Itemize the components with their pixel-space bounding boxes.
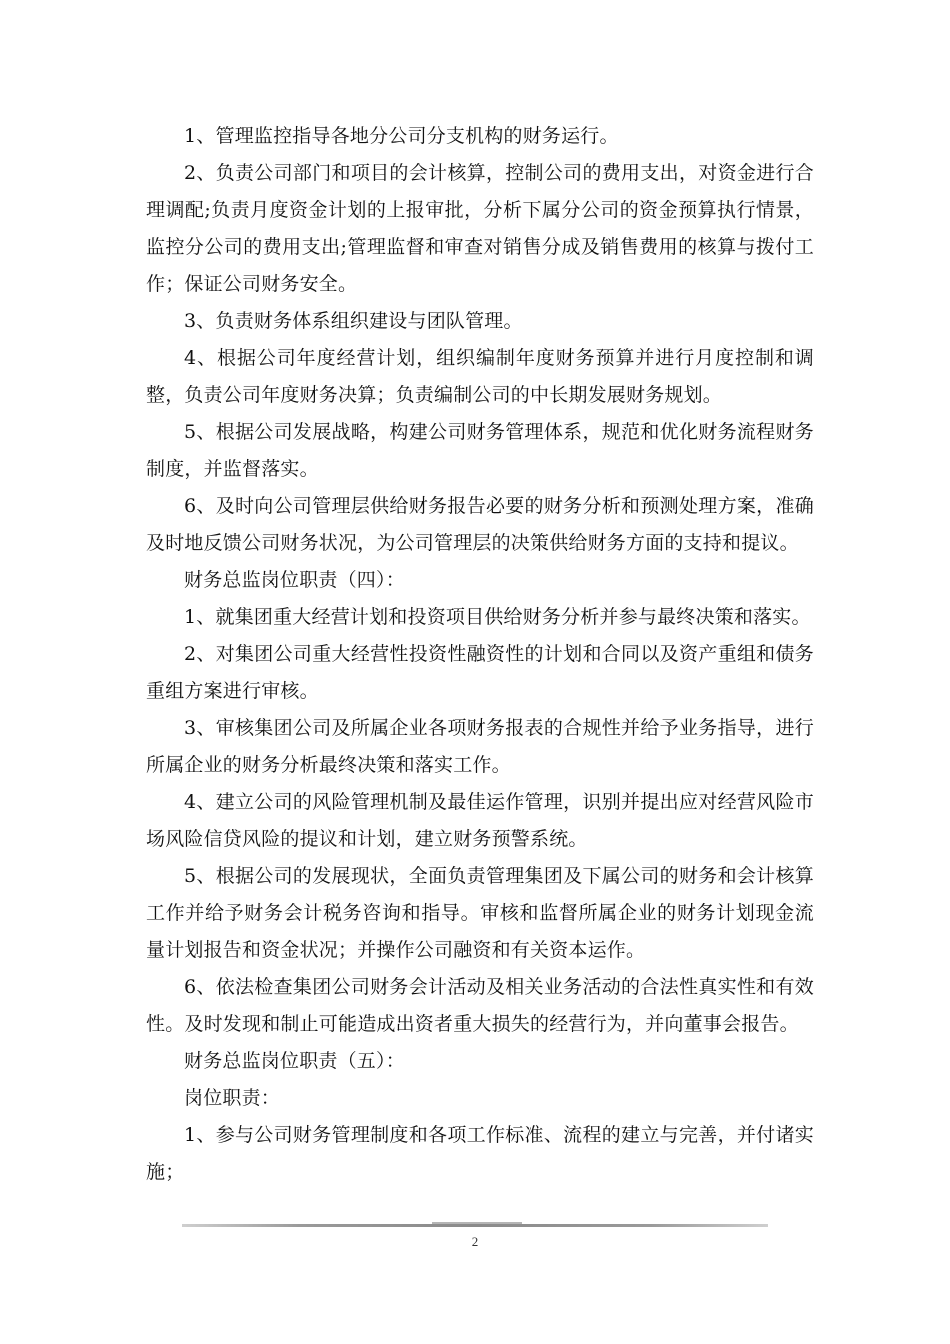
section-heading: 财务总监岗位职责（四）： bbox=[184, 569, 405, 591]
paragraph: 3、负责财务体系组织建设与团队管理。 bbox=[184, 310, 523, 332]
paragraph: 4、根据公司年度经营计划，组织编制年度财务预算并进行月度控制和调整，负责公司年度财务决算；负责编制公司的中长期发展财务规划。 bbox=[146, 347, 814, 406]
section-heading: 财务总监岗位职责（五）： bbox=[184, 1050, 405, 1072]
paragraph: 5、根据公司发展战略，构建公司财务管理体系，规范和优化财务流程财务制度，并监督落实。 bbox=[146, 421, 814, 480]
paragraph: 6、依法检查集团公司财务会计活动及相关业务活动的合法性真实性和有效性。及时发现和制止可能造成出资者重大损失的经营行为，并向董事会报告。 bbox=[146, 976, 814, 1035]
document-body bbox=[146, 118, 814, 1191]
page-number: 2 bbox=[471, 1234, 479, 1249]
paragraph: 1、就集团重大经营计划和投资项目供给财务分析并参与最终决策和落实。 bbox=[184, 606, 811, 628]
subheading: 岗位职责： bbox=[184, 1087, 281, 1109]
footer-divider bbox=[182, 1224, 768, 1227]
paragraph: 1、管理监控指导各地分公司分支机构的财务运行。 bbox=[184, 125, 619, 147]
paragraph: 3、审核集团公司及所属企业各项财务报表的合规性并给予业务指导，进行所属企业的财务分析最终决策和落实工作。 bbox=[146, 717, 814, 776]
paragraph: 4、建立公司的风险管理机制及最佳运作管理，识别并提出应对经营风险市场风险信贷风险的提议和计划，建立财务预警系统。 bbox=[146, 791, 814, 850]
paragraph: 2、负责公司部门和项目的会计核算，控制公司的费用支出，对资金进行合理调配;负责月度资金计划的上报审批，分析下属分公司的资金预算执行情景，监控分公司的费用支出;管理监督和审查对销售分成及销售费用的核算与拨付工作；保证公司财务安全。 bbox=[146, 162, 814, 295]
paragraph: 6、及时向公司管理层供给财务报告必要的财务分析和预测处理方案，准确及时地反馈公司财务状况，为公司管理层的决策供给财务方面的支持和提议。 bbox=[146, 495, 814, 554]
paragraph: 1、参与公司财务管理制度和各项工作标准、流程的建立与完善，并付诸实施； bbox=[146, 1124, 814, 1183]
paragraph: 5、根据公司的发展现状，全面负责管理集团及下属公司的财务和会计核算工作并给予财务会计税务咨询和指导。审核和监督所属企业的财务计划现金流量计划报告和资金状况；并操作公司融资和有关资本运作。 bbox=[146, 865, 814, 961]
paragraph: 2、对集团公司重大经营性投资性融资性的计划和合同以及资产重组和债务重组方案进行审核。 bbox=[146, 643, 814, 702]
